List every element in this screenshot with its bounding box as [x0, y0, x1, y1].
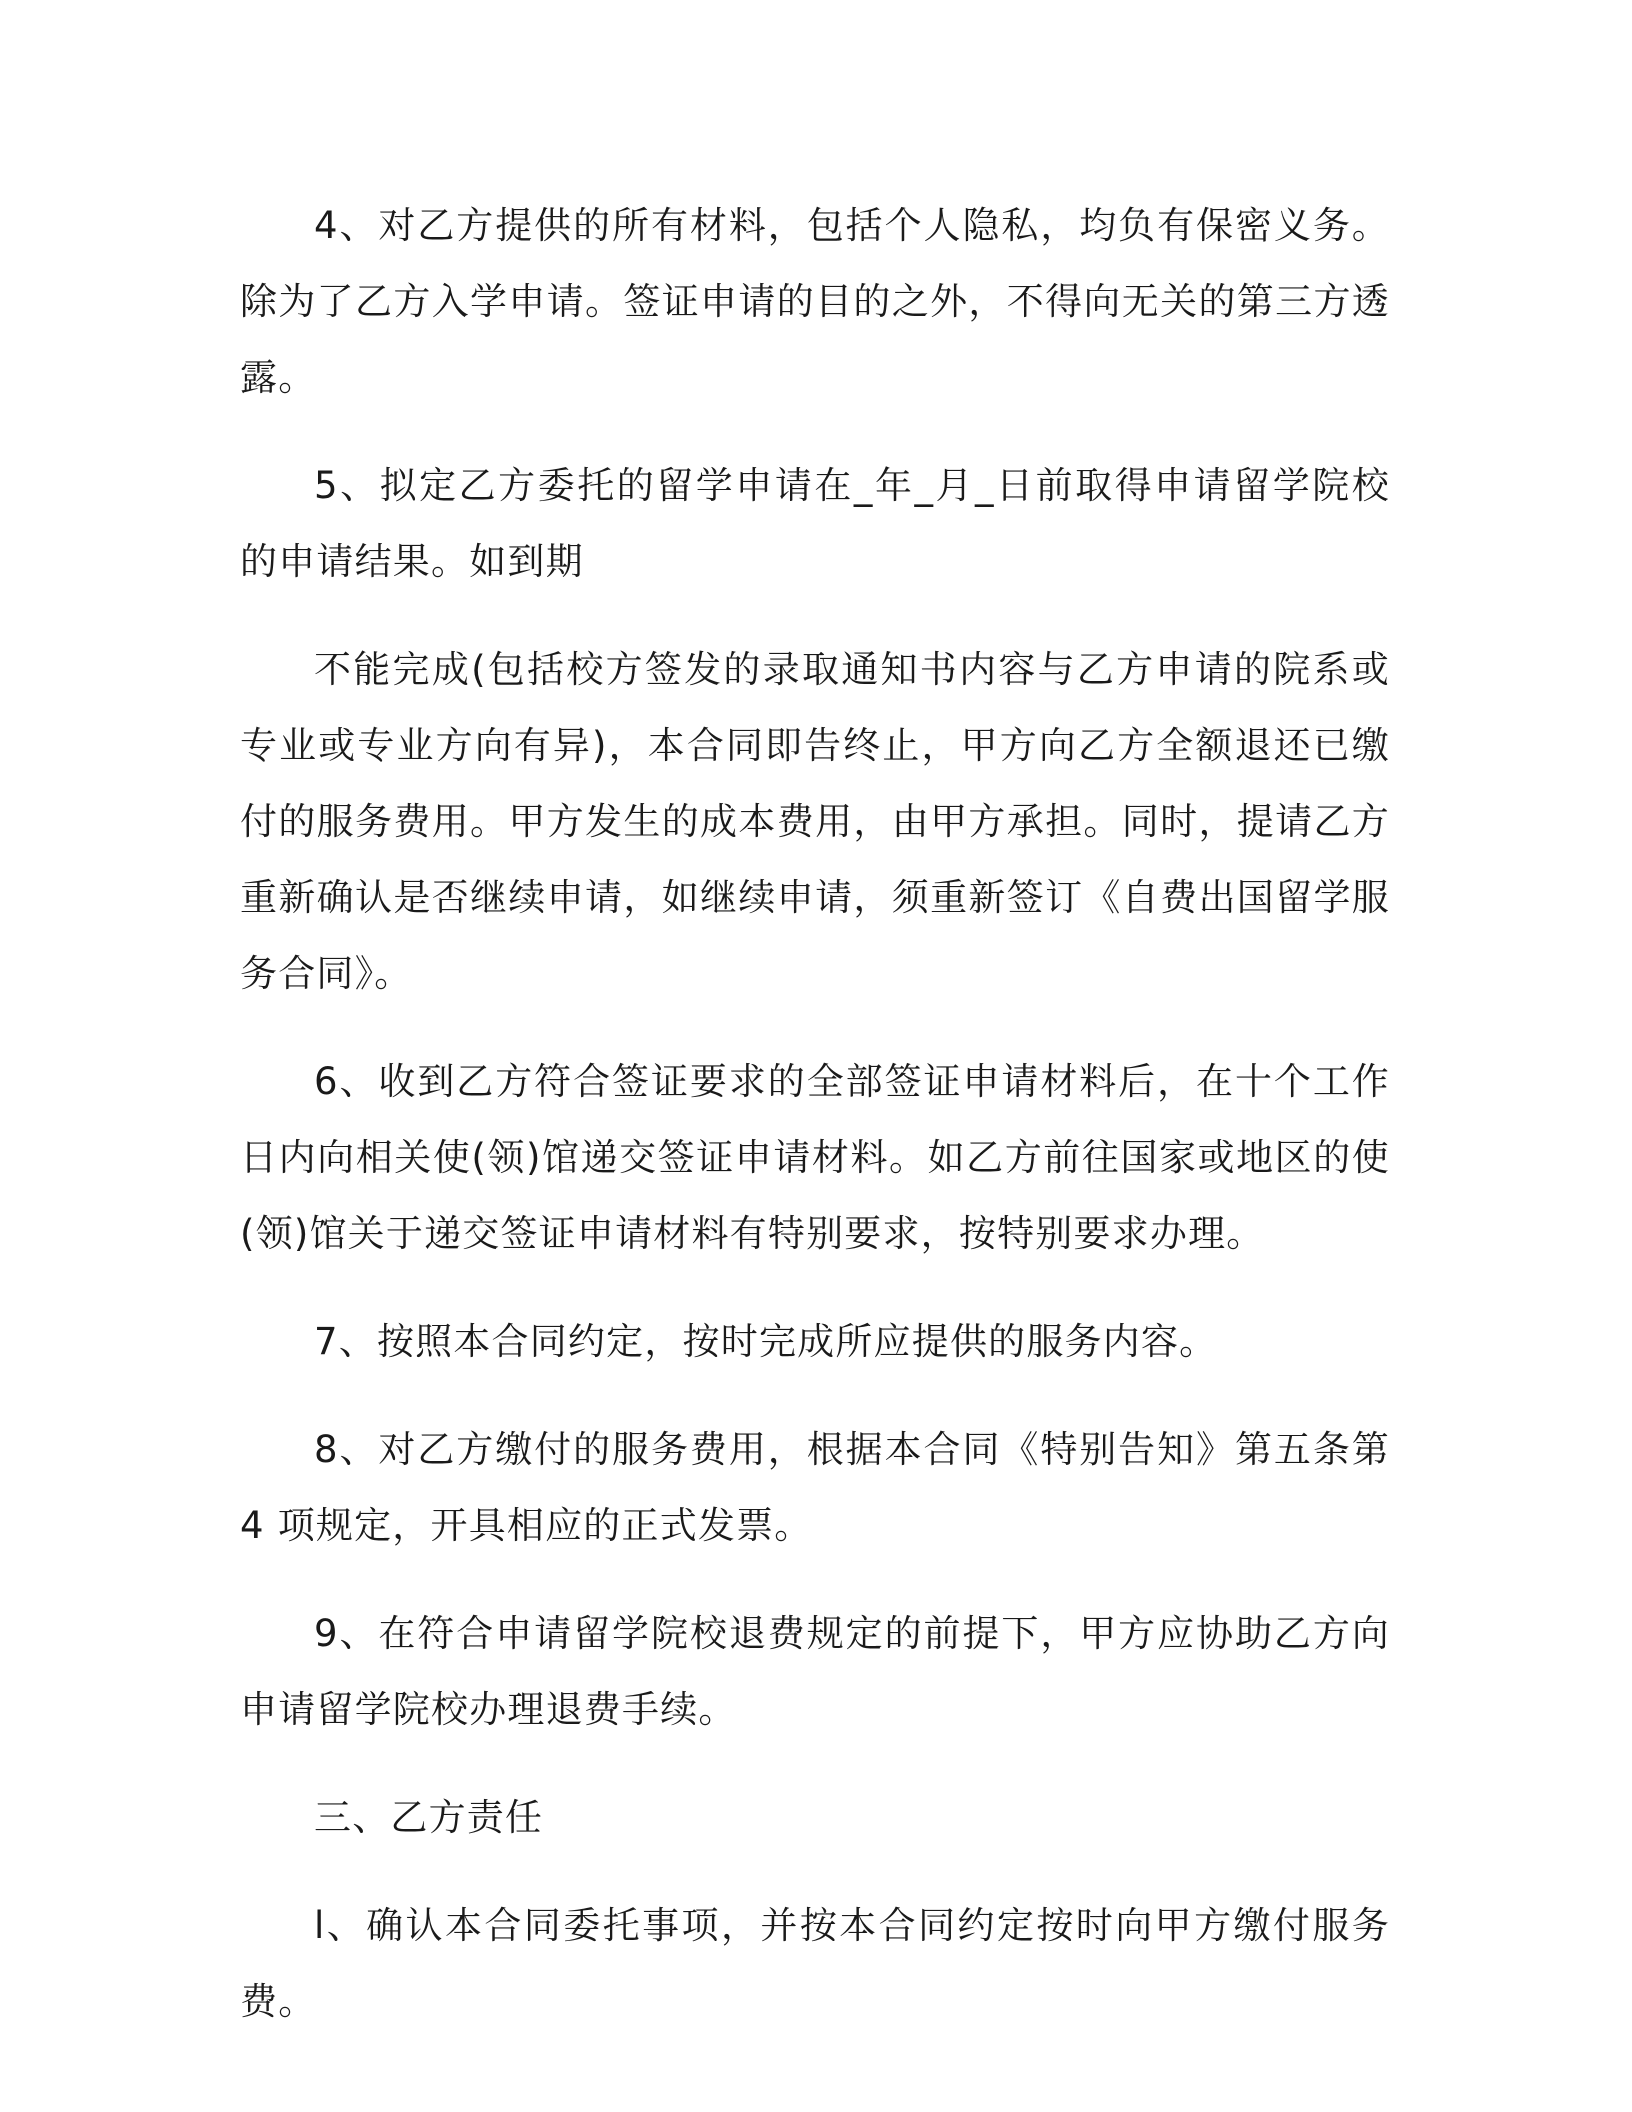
paragraph-termination-refund: 不能完成(包括校方签发的录取通知书内容与乙方申请的院系或专业或专业方向有异)，本合同即告终止，甲方向乙方全额退还已缴付的服务费用。甲方发生的成本费用，由甲方承担。同时，提请乙方重新确认是否继续申请，如继续申请，须重新签订《自费出国留学服务合同》。 [240, 648, 1390, 995]
paragraph-invoice: 8、对乙方缴付的服务费用，根据本合同《特别告知》第五条第 4 项规定，开具相应的正式发票。 [240, 1428, 1390, 1547]
paragraph-party-b-duty-1: l、确认本合同委托事项，并按本合同约定按时向甲方缴付服务费。 [240, 1904, 1390, 2023]
paragraph-application-deadline: 5、拟定乙方委托的留学申请在_年_月_日前取得申请留学院校的申请结果。如到期 [240, 464, 1390, 583]
paragraph-refund-assistance: 9、在符合申请留学院校退费规定的前提下，甲方应协助乙方向申请留学院校办理退费手续。 [240, 1612, 1390, 1731]
paragraph-confidentiality: 4、对乙方提供的所有材料，包括个人隐私，均负有保密义务。除为了乙方入学申请。签证申请的目的之外，不得向无关的第三方透露。 [240, 204, 1390, 399]
paragraph-visa-submission: 6、收到乙方符合签证要求的全部签证申请材料后，在十个工作日内向相关使(领)馆递交签证申请材料。如乙方前往国家或地区的使(领)馆关于递交签证申请材料有特别要求，按特别要求办理。 [240, 1060, 1390, 1255]
document-body [240, 188, 1390, 2072]
paragraph-service-completion: 7、按照本合同约定，按时完成所应提供的服务内容。 [314, 1320, 1218, 1363]
section-heading: 三、乙方责任 [314, 1796, 544, 1839]
